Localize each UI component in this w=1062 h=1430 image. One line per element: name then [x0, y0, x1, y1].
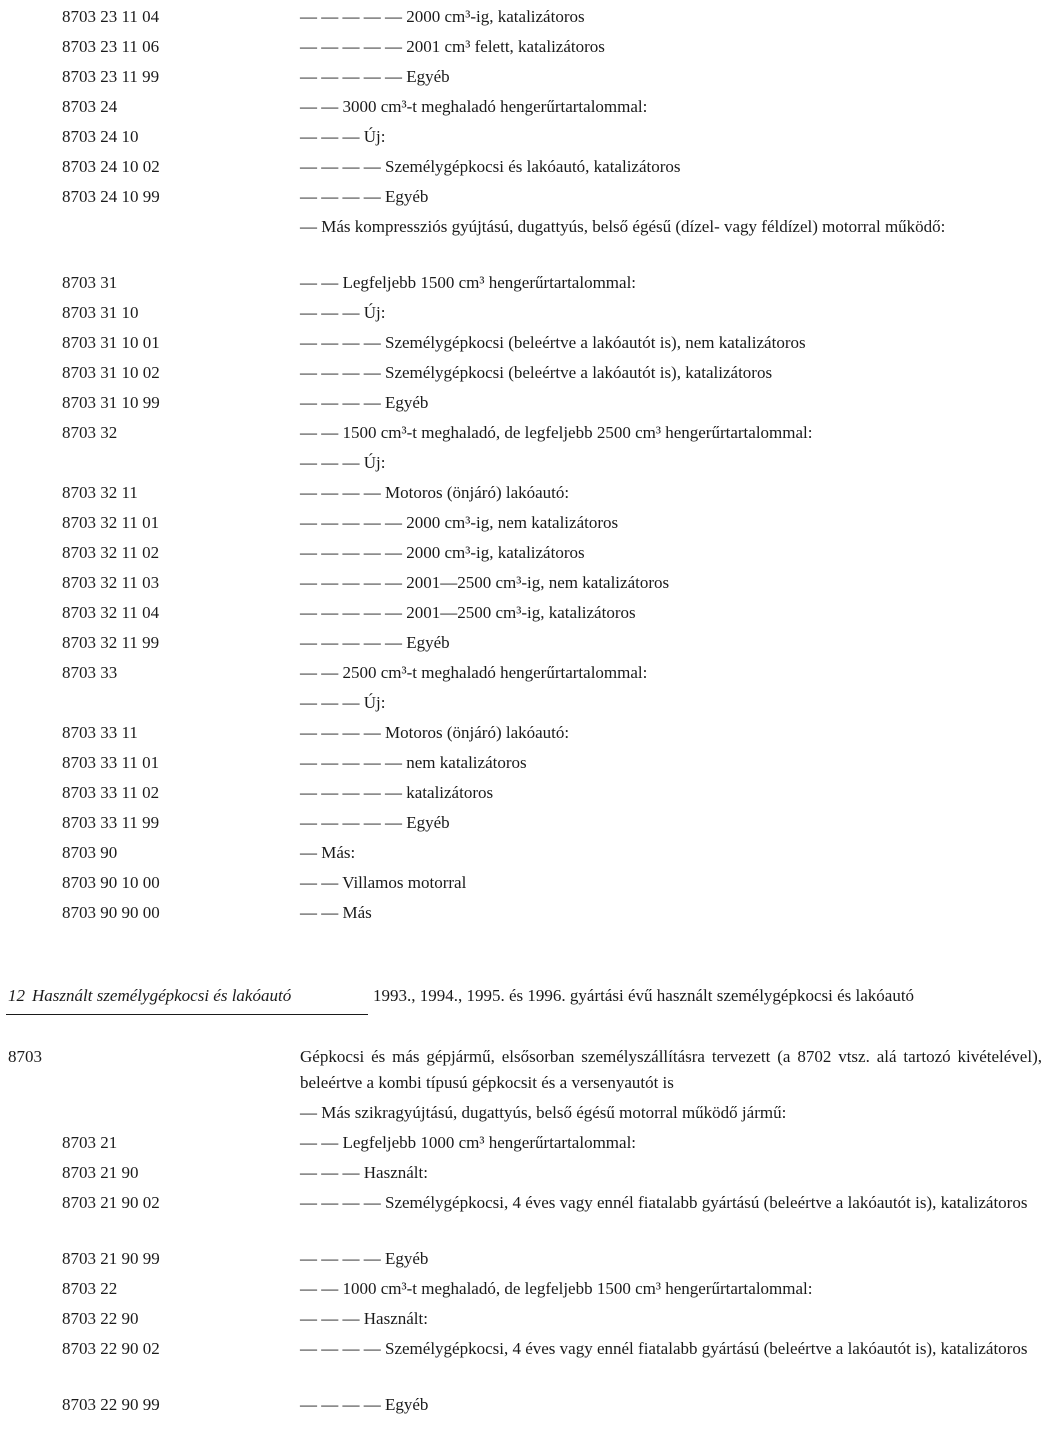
row-description: — — Más	[300, 903, 372, 922]
section-header	[0, 982, 1062, 1022]
row-code: 8703 33 11 01	[62, 753, 160, 772]
table-row	[0, 360, 1062, 390]
row-code	[0, 1100, 300, 1130]
row-code: 8703 22	[62, 1279, 118, 1298]
table-row	[0, 1044, 1062, 1100]
row-description: — — — — — 2000 cm³-ig, katalizátoros	[300, 7, 585, 26]
table-row	[0, 810, 1062, 840]
table-row	[0, 690, 1062, 720]
row-code: 8703 22 90 99	[62, 1395, 160, 1414]
row-description: — — — — Személygépkocsi (beleértve a lakóautót is), katalizátoros	[300, 363, 773, 382]
row-description: — — — Új:	[300, 693, 386, 712]
tariff-table-top	[0, 4, 1062, 930]
row-description: — — — — — 2000 cm³-ig, katalizátoros	[300, 543, 585, 562]
table-row	[0, 1100, 1062, 1130]
table-row	[0, 870, 1062, 900]
row-description: — — — — — 2001 cm³ felett, katalizátoros	[300, 37, 605, 56]
row-code: 8703 32 11	[62, 483, 138, 502]
row-code: 8703 23 11 04	[62, 7, 160, 26]
row-description: — — — — Egyéb	[300, 1395, 429, 1414]
table-row	[0, 1336, 1062, 1392]
row-code: 8703 21 90 99	[62, 1249, 160, 1268]
row-code: 8703 32 11 04	[62, 603, 160, 622]
row-description: — — — — — Egyéb	[300, 67, 450, 86]
row-code: 8703 32 11 03	[62, 573, 160, 592]
table-row	[0, 720, 1062, 750]
row-code	[0, 214, 300, 270]
row-code: 8703 33 11 02	[62, 783, 160, 802]
row-description: — — — — — Egyéb	[300, 633, 450, 652]
table-row	[0, 4, 1062, 34]
table-row	[0, 1190, 1062, 1246]
row-description: Gépkocsi és más gépjármű, elsősorban személyszállításra tervezett (a 8702 vtsz. alá tartozó kivételével), beleértve a kombi típusú gépkocsit és a versenyautót is	[300, 1047, 1042, 1092]
section-title: Használt személygépkocsi és lakóautó	[32, 986, 292, 1005]
row-code: 8703 90 10 00	[62, 873, 160, 892]
row-code: 8703 32 11 01	[62, 513, 160, 532]
tariff-table-bottom	[0, 1044, 1062, 1422]
row-description: — — — Használt:	[300, 1309, 428, 1328]
table-row	[0, 34, 1062, 64]
row-code: 8703 32 11 02	[62, 543, 160, 562]
table-row	[0, 124, 1062, 154]
table-row	[0, 1276, 1062, 1306]
row-code: 8703 24 10	[62, 127, 139, 146]
table-row	[0, 1130, 1062, 1160]
row-code: 8703 33	[62, 663, 118, 682]
row-code	[0, 450, 300, 480]
row-description: — — — — Motoros (önjáró) lakóautó:	[300, 483, 570, 502]
row-description: — — 3000 cm³-t meghaladó hengerűrtartalommal:	[300, 97, 648, 116]
row-code: 8703 31	[62, 273, 118, 292]
table-row	[0, 64, 1062, 94]
row-code: 8703 90 90 00	[62, 903, 160, 922]
row-code: 8703 33 11	[62, 723, 138, 742]
table-row	[0, 420, 1062, 450]
row-code: 8703 22 90	[62, 1309, 139, 1328]
row-code: 8703 31 10 01	[62, 333, 160, 352]
row-description: — — — — — 2001—2500 cm³-ig, katalizátoros	[300, 603, 636, 622]
row-code: 8703 24 10 02	[62, 157, 160, 176]
row-description: — — Legfeljebb 1500 cm³ hengerűrtartalommal:	[300, 273, 637, 292]
table-row	[0, 1246, 1062, 1276]
row-description: — Más kompressziós gyújtású, dugattyús, belső égésű (dízel- vagy féldízel) motorral működő:	[300, 217, 946, 236]
table-row	[0, 480, 1062, 510]
row-code: 8703	[8, 1047, 42, 1066]
table-row	[0, 1160, 1062, 1190]
table-row	[0, 214, 1062, 270]
table-row	[0, 840, 1062, 870]
row-code	[0, 690, 300, 720]
row-description: — Más szikragyújtású, dugattyús, belső égésű motorral működő jármű:	[300, 1103, 787, 1122]
table-row	[0, 154, 1062, 184]
table-row	[0, 750, 1062, 780]
row-description: — — — — Személygépkocsi (beleértve a lakóautót is), nem katalizátoros	[300, 333, 806, 352]
row-description: — — — — Motoros (önjáró) lakóautó:	[300, 723, 570, 742]
title-underline	[6, 1014, 368, 1015]
row-description: — — — — — nem katalizátoros	[300, 753, 527, 772]
table-row	[0, 600, 1062, 630]
table-row	[0, 450, 1062, 480]
table-row	[0, 900, 1062, 930]
table-row	[0, 630, 1062, 660]
row-description: — — — — — 2001—2500 cm³-ig, nem katalizátoros	[300, 573, 670, 592]
row-description: — — — — — 2000 cm³-ig, nem katalizátoros	[300, 513, 619, 532]
row-description: — — 1500 cm³-t meghaladó, de legfeljebb 2500 cm³ hengerűrtartalommal:	[300, 423, 813, 442]
row-description: — — Legfeljebb 1000 cm³ hengerűrtartalommal:	[300, 1133, 637, 1152]
row-description: — — — — — katalizátoros	[300, 783, 494, 802]
table-row	[0, 94, 1062, 124]
table-row	[0, 1306, 1062, 1336]
row-description: — — — Új:	[300, 303, 386, 322]
table-row	[0, 330, 1062, 360]
row-description: — — — — Egyéb	[300, 187, 429, 206]
row-code: 8703 21 90	[62, 1163, 139, 1182]
row-description: — Más:	[300, 843, 356, 862]
row-code: 8703 22 90 02	[62, 1339, 160, 1358]
row-code: 8703 23 11 06	[62, 37, 160, 56]
row-description: — — — — — Egyéb	[300, 813, 450, 832]
table-row	[0, 1392, 1062, 1422]
row-code: 8703 23 11 99	[62, 67, 160, 86]
row-code: 8703 21 90 02	[62, 1193, 160, 1212]
row-description: — — — — Egyéb	[300, 1249, 429, 1268]
row-description: — — Villamos motorral	[300, 873, 467, 892]
table-row	[0, 184, 1062, 214]
row-code: 8703 31 10 99	[62, 393, 160, 412]
table-row	[0, 780, 1062, 810]
table-row	[0, 300, 1062, 330]
row-code: 8703 24 10 99	[62, 187, 160, 206]
row-code: 8703 31 10	[62, 303, 139, 322]
row-code: 8703 90	[62, 843, 118, 862]
table-row	[0, 390, 1062, 420]
table-row	[0, 540, 1062, 570]
row-description: — — — — Egyéb	[300, 393, 429, 412]
section-description: 1993., 1994., 1995. és 1996. gyártási évű használt személygépkocsi és lakóautó	[373, 986, 915, 1005]
row-description: — — 2500 cm³-t meghaladó hengerűrtartalommal:	[300, 663, 648, 682]
row-code: 8703 33 11 99	[62, 813, 160, 832]
row-description: — — — Új:	[300, 453, 386, 472]
section-number: 12	[8, 986, 25, 1005]
row-code: 8703 31 10 02	[62, 363, 160, 382]
row-description: — — — — Személygépkocsi, 4 éves vagy ennél fiatalabb gyártású (beleértve a lakóautót is), katalizátoros	[300, 1193, 1028, 1212]
table-row	[0, 270, 1062, 300]
table-row	[0, 570, 1062, 600]
row-code: 8703 21	[62, 1133, 118, 1152]
row-code: 8703 24	[62, 97, 118, 116]
row-code: 8703 32 11 99	[62, 633, 160, 652]
row-description: — — — Új:	[300, 127, 386, 146]
row-description: — — — — Személygépkocsi, 4 éves vagy ennél fiatalabb gyártású (beleértve a lakóautót is), katalizátoros	[300, 1339, 1028, 1358]
row-code: 8703 32	[62, 423, 118, 442]
row-description: — — — — Személygépkocsi és lakóautó, katalizátoros	[300, 157, 681, 176]
row-description: — — — Használt:	[300, 1163, 428, 1182]
table-row	[0, 660, 1062, 690]
table-row	[0, 510, 1062, 540]
row-description: — — 1000 cm³-t meghaladó, de legfeljebb 1500 cm³ hengerűrtartalommal:	[300, 1279, 813, 1298]
